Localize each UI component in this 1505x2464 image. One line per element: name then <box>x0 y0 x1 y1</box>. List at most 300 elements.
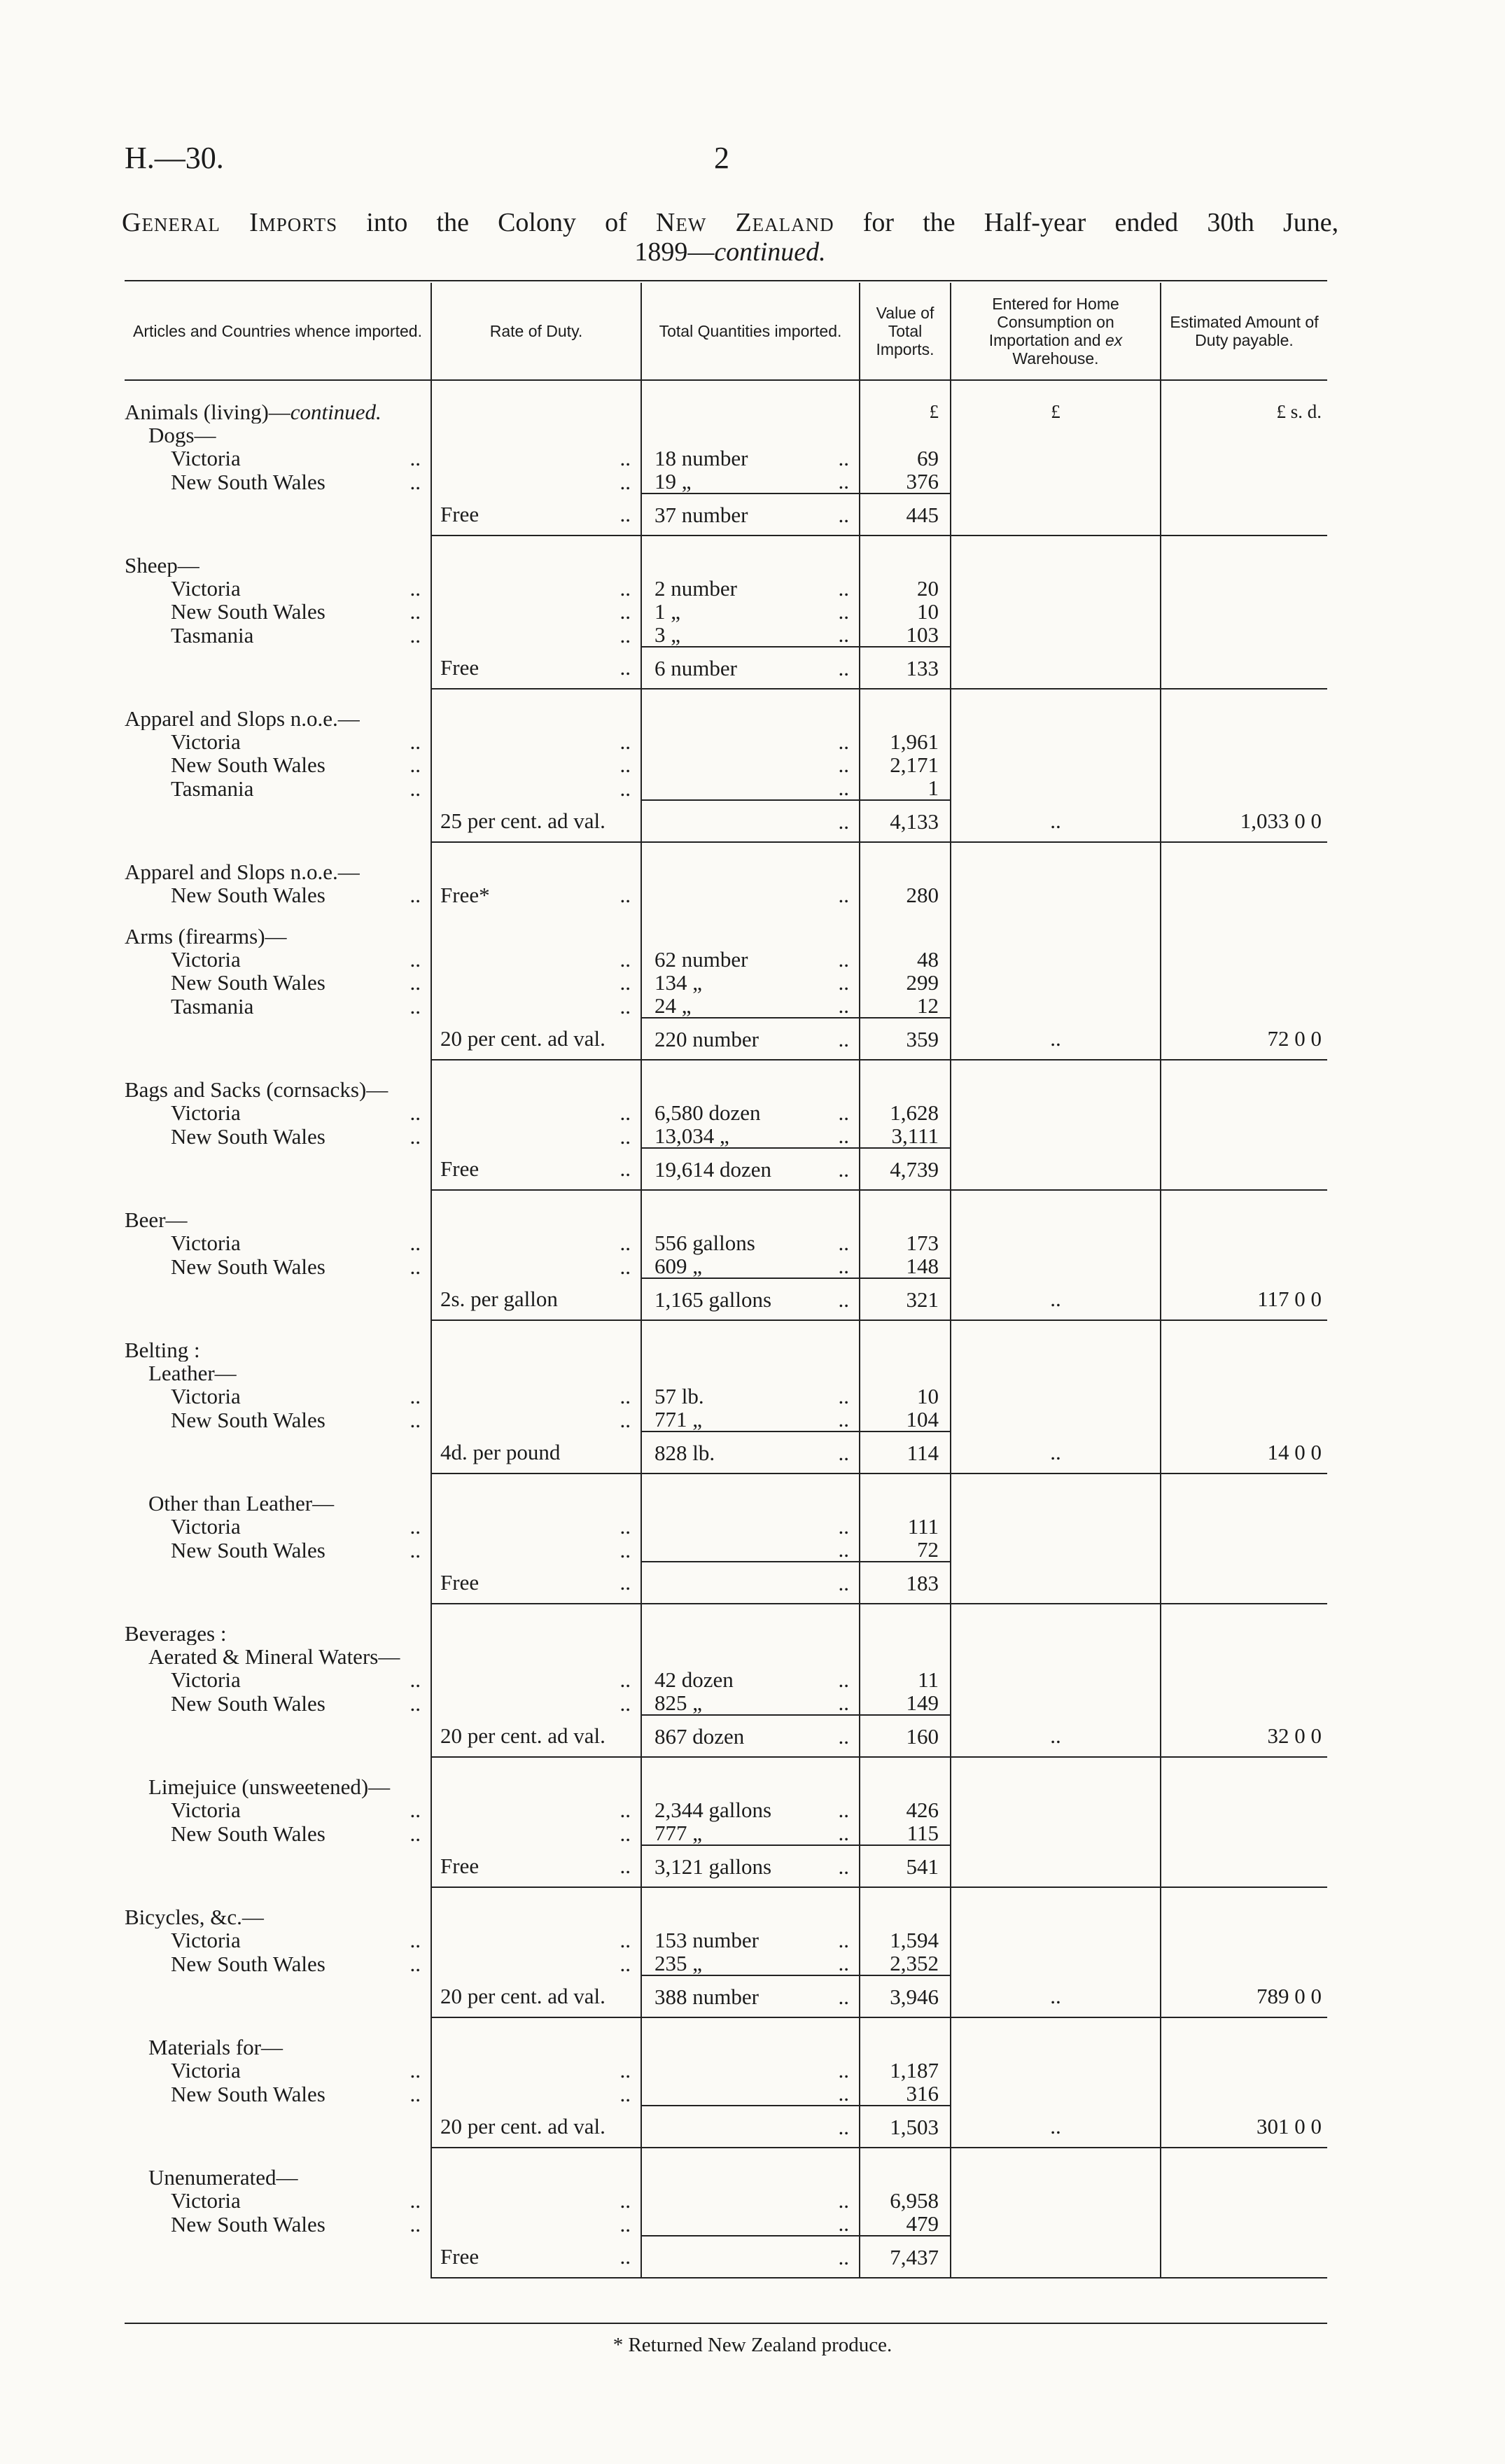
leader-dots: .. <box>838 2114 849 2139</box>
leader-dots: .. <box>410 623 421 647</box>
cell-article <box>125 1757 431 1798</box>
cell-article <box>125 1538 431 1562</box>
cell-rate <box>431 800 641 842</box>
cell-value <box>860 1562 951 1604</box>
cell-article <box>125 536 431 577</box>
quantity: 3 „ <box>654 622 681 647</box>
country-name: Victoria <box>171 1515 241 1538</box>
leader-dots: .. <box>1050 1026 1061 1051</box>
cell-duty <box>1161 1668 1327 1691</box>
cell-duty <box>1161 948 1327 971</box>
category-heading: Bicycles, &c.— <box>125 1905 264 1928</box>
value: 4,739 <box>890 1156 939 1182</box>
cell-article <box>125 577 431 600</box>
cell-quantity <box>641 1408 860 1432</box>
country-row <box>125 1538 1327 1562</box>
cell-home-consumption <box>951 1101 1161 1124</box>
leader-dots: .. <box>838 2081 849 2106</box>
ex-marker: ex <box>1105 331 1123 349</box>
leader-dots: .. <box>410 447 421 470</box>
cell-quantity <box>641 1124 860 1148</box>
value: 3,946 <box>890 1984 939 2009</box>
continued-marker: continued. <box>290 400 382 424</box>
category-row <box>125 689 1327 730</box>
country-row <box>125 2059 1327 2082</box>
category-heading: Arms (firearms)— <box>125 924 287 948</box>
cell-quantity <box>641 1254 860 1278</box>
cell-quantity <box>641 577 860 600</box>
leader-dots: .. <box>838 1514 849 1539</box>
leader-dots: .. <box>410 2082 421 2106</box>
cell-home-consumption <box>951 1408 1161 1432</box>
category-row <box>125 842 1327 883</box>
duty-amount: 789 0 0 <box>1256 1984 1322 2008</box>
total-row <box>125 800 1327 842</box>
leader-dots: .. <box>620 776 631 801</box>
quantity: 2 number <box>654 576 737 601</box>
leader-dots: .. <box>838 469 849 493</box>
cell-rate <box>431 600 641 623</box>
cell-rate <box>431 1691 641 1715</box>
cell-duty <box>1161 1952 1327 1975</box>
value: 7,437 <box>890 2244 939 2269</box>
cell-article <box>125 1432 431 1474</box>
total-row <box>125 1845 1327 1887</box>
cell-home-consumption <box>951 1668 1161 1691</box>
cell-article <box>125 2082 431 2106</box>
value: 479 <box>906 2211 939 2236</box>
rate-of-duty: 2s. per gallon <box>440 1287 558 1311</box>
cell-article <box>125 1975 431 2017</box>
quantity: 57 lb. <box>654 1384 704 1408</box>
cell-quantity <box>641 994 860 1018</box>
cell-quantity <box>641 1562 860 1604</box>
cell-value <box>860 424 951 447</box>
cell-rate <box>431 1515 641 1538</box>
leader-dots: .. <box>1050 808 1061 833</box>
country-name: New South Wales <box>171 1952 326 1975</box>
cell-quantity <box>641 424 860 447</box>
cell-home-consumption <box>951 1821 1161 1845</box>
cell-rate <box>431 1887 641 1928</box>
cell-article <box>125 1798 431 1821</box>
value: 359 <box>906 1026 939 1051</box>
cell-value <box>860 1408 951 1432</box>
leader-dots: .. <box>410 470 421 493</box>
country-name: Victoria <box>171 1798 241 1821</box>
quantity: 771 „ <box>654 1407 703 1432</box>
cell-home-consumption <box>951 1715 1161 1757</box>
cell-duty <box>1161 1821 1327 1845</box>
cell-duty <box>1161 1362 1327 1385</box>
country-row <box>125 1231 1327 1254</box>
cell-rate <box>431 948 641 971</box>
country-row <box>125 1385 1327 1408</box>
cell-home-consumption <box>951 971 1161 994</box>
leader-dots: .. <box>838 622 849 647</box>
cell-duty <box>1161 753 1327 776</box>
leader-dots: .. <box>620 1667 631 1692</box>
title-word: 30th <box>1207 208 1254 237</box>
cell-rate <box>431 1821 641 1845</box>
leader-dots: .. <box>620 1538 631 1562</box>
cell-duty <box>1161 470 1327 493</box>
value: 426 <box>906 1798 939 1822</box>
leader-dots: .. <box>410 1821 421 1845</box>
cell-duty <box>1161 493 1327 536</box>
country-name: Victoria <box>171 1668 241 1691</box>
cell-article <box>125 1691 431 1715</box>
leader-dots: .. <box>620 2212 631 2236</box>
leader-dots: .. <box>620 1821 631 1846</box>
cell-home-consumption <box>951 1645 1161 1668</box>
cell-value <box>860 730 951 753</box>
leader-dots: .. <box>1050 1287 1061 1311</box>
cell-quantity <box>641 1190 860 1231</box>
cell-home-consumption <box>951 600 1161 623</box>
title-word: for <box>862 208 895 237</box>
value: 160 <box>906 1723 939 1749</box>
cell-article <box>125 689 431 730</box>
cell-duty <box>1161 689 1327 730</box>
leader-dots: .. <box>620 1384 631 1408</box>
cell-duty <box>1161 1691 1327 1715</box>
cell-rate <box>431 1320 641 1362</box>
cell-quantity <box>641 1538 860 1562</box>
country-row <box>125 1408 1327 1432</box>
category-row <box>125 2017 1327 2059</box>
total-row <box>125 1562 1327 1604</box>
cell-value <box>860 1148 951 1190</box>
quantity: 24 „ <box>654 993 692 1018</box>
cell-quantity <box>641 2236 860 2278</box>
cell-value <box>860 470 951 493</box>
cell-duty <box>1161 994 1327 1018</box>
cell-quantity <box>641 1604 860 1645</box>
cell-value <box>860 1715 951 1757</box>
cell-home-consumption <box>951 493 1161 536</box>
leader-dots: .. <box>838 776 849 800</box>
cell-rate <box>431 2236 641 2278</box>
cell-article <box>125 906 431 948</box>
cell-value <box>860 948 951 971</box>
cell-article <box>125 623 431 647</box>
cell-duty <box>1161 1101 1327 1124</box>
leader-dots: .. <box>410 600 421 623</box>
value: 115 <box>906 1821 939 1845</box>
cell-value <box>860 1798 951 1821</box>
category-row <box>125 1604 1327 1645</box>
cell-quantity <box>641 1757 860 1798</box>
title-continued: continued. <box>714 237 826 267</box>
cell-duty <box>1161 1515 1327 1538</box>
country-name: New South Wales <box>171 753 326 776</box>
cell-duty <box>1161 800 1327 842</box>
leader-dots: .. <box>1050 1723 1061 1748</box>
cell-rate <box>431 1975 641 2017</box>
cell-value <box>860 1887 951 1928</box>
subcategory-heading: Dogs— <box>148 424 216 447</box>
rate-of-duty: 20 per cent. ad val. <box>440 1723 606 1748</box>
cell-rate <box>431 1190 641 1231</box>
cell-duty <box>1161 647 1327 689</box>
country-name: New South Wales <box>171 1538 326 1562</box>
leader-dots: .. <box>838 1407 849 1432</box>
cell-duty <box>1161 1432 1327 1474</box>
cell-value <box>860 1538 951 1562</box>
cell-article <box>125 994 431 1018</box>
cell-quantity <box>641 2106 860 2148</box>
leader-dots: .. <box>838 1384 849 1408</box>
cell-duty <box>1161 1562 1327 1604</box>
cell-value <box>860 600 951 623</box>
cell-duty <box>1161 1845 1327 1887</box>
cell-value <box>860 380 951 424</box>
title-word: Imports <box>249 208 338 237</box>
country-name: Victoria <box>171 1385 241 1408</box>
leader-dots: .. <box>620 1798 631 1822</box>
cell-duty <box>1161 1604 1327 1645</box>
country-row <box>125 1101 1327 1124</box>
leader-dots: .. <box>620 1100 631 1125</box>
cell-home-consumption <box>951 994 1161 1018</box>
cell-rate <box>431 1018 641 1060</box>
leader-dots: .. <box>838 1928 849 1952</box>
category-heading: Unenumerated— <box>148 2165 298 2189</box>
country-row <box>125 1515 1327 1538</box>
country-row <box>125 971 1327 994</box>
cell-article <box>125 753 431 776</box>
cell-article <box>125 971 431 994</box>
cell-duty <box>1161 1060 1327 1101</box>
rate-of-duty: 25 per cent. ad val. <box>440 808 606 833</box>
cell-home-consumption <box>951 623 1161 647</box>
cell-home-consumption <box>951 1887 1161 1928</box>
cell-value <box>860 493 951 536</box>
cell-quantity <box>641 842 860 883</box>
value: 133 <box>906 655 939 680</box>
cell-value <box>860 883 951 906</box>
country-name: New South Wales <box>171 1691 326 1715</box>
cell-rate <box>431 493 641 536</box>
cell-rate <box>431 842 641 883</box>
total-row <box>125 1432 1327 1474</box>
cell-rate <box>431 971 641 994</box>
cell-home-consumption <box>951 906 1161 948</box>
country-row <box>125 883 1327 906</box>
cell-value <box>860 1320 951 1362</box>
cell-duty <box>1161 1757 1327 1798</box>
cell-quantity <box>641 1668 860 1691</box>
cell-duty <box>1161 2082 1327 2106</box>
total-row <box>125 1278 1327 1320</box>
quantity: 556 gallons <box>654 1231 755 1255</box>
leader-dots: .. <box>620 1231 631 1255</box>
cell-article <box>125 948 431 971</box>
leader-dots: .. <box>838 970 849 995</box>
cell-duty <box>1161 1320 1327 1362</box>
cell-rate <box>431 470 641 493</box>
cell-value <box>860 623 951 647</box>
rate-of-duty: 20 per cent. ad val. <box>440 2114 606 2138</box>
cell-quantity <box>641 2082 860 2106</box>
cell-home-consumption <box>951 470 1161 493</box>
cell-home-consumption <box>951 1798 1161 1821</box>
cell-home-consumption <box>951 380 1161 424</box>
value: 2,171 <box>890 752 939 777</box>
cell-duty <box>1161 577 1327 600</box>
cell-quantity <box>641 2059 860 2082</box>
cell-article <box>125 2189 431 2212</box>
leader-dots: .. <box>620 599 631 624</box>
value: 111 <box>907 1514 939 1539</box>
cell-quantity <box>641 1320 860 1362</box>
cell-article <box>125 1821 431 1845</box>
country-name: New South Wales <box>171 470 326 493</box>
duty-amount: 301 0 0 <box>1256 2114 1322 2138</box>
cell-article <box>125 883 431 906</box>
category-row <box>125 536 1327 577</box>
cell-home-consumption <box>951 1757 1161 1798</box>
leader-dots: .. <box>838 993 849 1018</box>
value: 1,187 <box>890 2058 939 2082</box>
country-row <box>125 994 1327 1018</box>
leader-dots: .. <box>838 2211 849 2236</box>
leader-dots: .. <box>620 1691 631 1716</box>
leader-dots: .. <box>620 655 631 680</box>
document-subtitle <box>122 237 1338 267</box>
quantity: 777 „ <box>654 1821 703 1845</box>
cell-value <box>860 689 951 730</box>
title-word: Colony <box>498 208 576 237</box>
leader-dots: .. <box>410 883 421 906</box>
cell-value <box>860 1432 951 1474</box>
leader-dots: .. <box>620 470 631 494</box>
leader-dots: .. <box>838 1821 849 1845</box>
cell-home-consumption <box>951 2189 1161 2212</box>
leader-dots: .. <box>620 994 631 1018</box>
total-row <box>125 1018 1327 1060</box>
cell-home-consumption <box>951 536 1161 577</box>
value: 148 <box>906 1254 939 1278</box>
cell-duty <box>1161 2106 1327 2148</box>
leader-dots: .. <box>838 1854 849 1879</box>
leader-dots: .. <box>838 1254 849 1278</box>
country-row <box>125 730 1327 753</box>
cell-quantity <box>641 1474 860 1515</box>
quantity: 37 number <box>654 502 748 527</box>
leader-dots: .. <box>838 883 849 907</box>
leader-dots: .. <box>410 948 421 971</box>
cell-value <box>860 906 951 948</box>
value: 20 <box>917 576 939 601</box>
cell-home-consumption <box>951 1320 1161 1362</box>
leader-dots: .. <box>838 1124 849 1148</box>
cell-value <box>860 2148 951 2189</box>
title-word: of <box>605 208 627 237</box>
cell-home-consumption <box>951 800 1161 842</box>
cell-value <box>860 1278 951 1320</box>
leader-dots: .. <box>838 1537 849 1562</box>
cell-quantity <box>641 883 860 906</box>
value: 183 <box>906 1570 939 1595</box>
cell-home-consumption <box>951 1538 1161 1562</box>
cell-value <box>860 577 951 600</box>
cell-rate <box>431 536 641 577</box>
cell-home-consumption <box>951 2212 1161 2236</box>
cell-duty <box>1161 600 1327 623</box>
cell-value <box>860 1928 951 1952</box>
category-heading: Limejuice (unsweetened)— <box>148 1774 391 1798</box>
leader-dots: .. <box>620 446 631 470</box>
cell-value <box>860 2017 951 2059</box>
cell-home-consumption <box>951 883 1161 906</box>
cell-article <box>125 1604 431 1645</box>
title-word: the <box>923 208 955 237</box>
category-row <box>125 1190 1327 1231</box>
cell-value <box>860 1101 951 1124</box>
country-row <box>125 1952 1327 1975</box>
cell-value <box>860 647 951 689</box>
table-header-row <box>125 283 1327 380</box>
cell-home-consumption <box>951 1845 1161 1887</box>
category-heading: Beverages : <box>125 1621 227 1645</box>
category-row <box>125 1060 1327 1101</box>
leader-dots: .. <box>410 1231 421 1254</box>
cell-quantity <box>641 600 860 623</box>
cell-quantity <box>641 647 860 689</box>
subcategory-heading: Leather— <box>148 1362 237 1385</box>
cell-article <box>125 842 431 883</box>
country-name: New South Wales <box>171 2082 326 2106</box>
cell-quantity <box>641 948 860 971</box>
cell-quantity <box>641 1715 860 1757</box>
value: 12 <box>917 993 939 1018</box>
value: 299 <box>906 970 939 995</box>
leader-dots: .. <box>1050 1984 1061 2008</box>
category-heading: Apparel and Slops n.o.e.— <box>125 860 360 883</box>
quantity: 1,165 gallons <box>654 1287 772 1312</box>
cell-rate <box>431 883 641 906</box>
leader-dots: .. <box>410 2059 421 2082</box>
leader-dots: .. <box>838 1570 849 1595</box>
cell-duty <box>1161 1645 1327 1668</box>
cell-rate <box>431 1254 641 1278</box>
cell-quantity <box>641 753 860 776</box>
cell-article <box>125 1254 431 1278</box>
cell-article <box>125 1320 431 1362</box>
leader-dots: .. <box>838 729 849 754</box>
leader-dots: .. <box>620 883 631 907</box>
cell-rate <box>431 1668 641 1691</box>
cell-article <box>125 1952 431 1975</box>
total-row <box>125 493 1327 536</box>
cell-quantity <box>641 1952 860 1975</box>
leader-dots: .. <box>410 2212 421 2236</box>
cell-duty <box>1161 1124 1327 1148</box>
table-bottom-rule <box>125 2323 1327 2324</box>
country-name: Victoria <box>171 577 241 600</box>
cell-duty <box>1161 1975 1327 2017</box>
cell-value <box>860 1515 951 1538</box>
category-row <box>125 1320 1327 1362</box>
cell-article <box>125 1715 431 1757</box>
cell-quantity <box>641 1060 860 1101</box>
leader-dots: .. <box>838 2244 849 2269</box>
col-header-articles: Articles and Countries whence imported. <box>125 283 431 380</box>
cell-quantity <box>641 1385 860 1408</box>
cell-value <box>860 971 951 994</box>
